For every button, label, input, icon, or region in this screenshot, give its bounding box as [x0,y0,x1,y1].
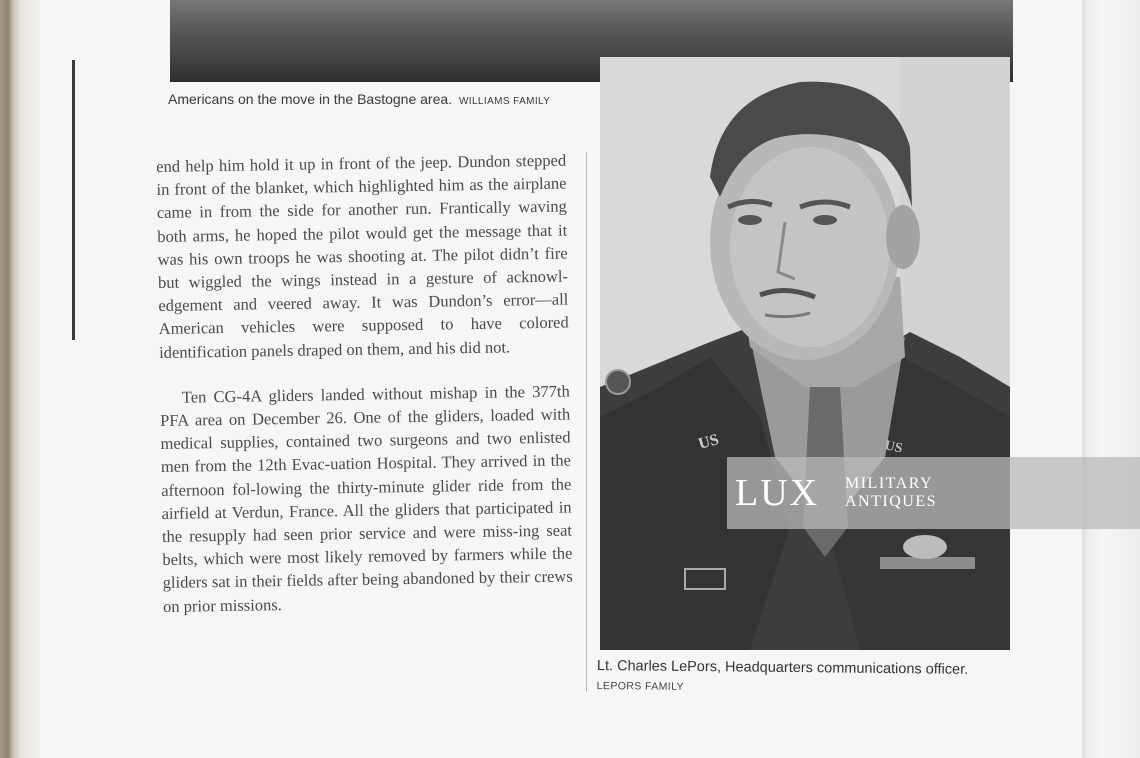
watermark-brand: LUX [735,472,820,514]
watermark-banner [727,457,1140,529]
paragraph-1: end help him hold it up in front of the jeep. Dundon stepped in front of the blanket, which highlighted him as the airplane came in from the side for another run. Frantically waving both arms, he hoped the pilot would get the message that it was his own troops he was shooting at. The pilot didn’t fire but wiggled the wings instead in a gesture of acknowl-edgement and veered away. It was Dundon’s error—all American vehicles were supposed to have colored identification panels draped on them, and his did not. [156,150,569,362]
portrait-caption-credit: LEPORS FAMILY [596,679,685,693]
top-caption-text: Americans on the move in the Bastogne area. [168,91,453,107]
binding-shadow [72,60,75,340]
article-body [156,149,573,618]
watermark-subtitle [845,475,937,511]
right-page-edge [1082,0,1140,758]
watermark-line-2: ANTIQUES [845,493,937,510]
portrait-photograph [600,57,1010,650]
book-page-edges [0,0,40,758]
paragraph-2: Ten CG-4A gliders landed without mishap in the 377th PFA area on December 26. One of the gliders, loaded with medical supplies, contained two surgeons and two enlisted men from the 12th Evac-uation Hospital. They arrived in the afternoon fol-lowing the thirty-minute glider ride from the airfield at Verdun, France. All the gliders that participated in the resupply had seen prior service and were miss-ing seat belts, which were most likely removed by farmers while the gliders sat in their fields after being abandoned by their crews on prior missions. [160,381,573,616]
portrait-caption [597,658,997,696]
portrait-caption-text: Lt. Charles LePors, Headquarters communications officer. [596,658,969,678]
top-caption-credit: WILLIAMS FAMILY [458,96,551,107]
watermark-line-1: MILITARY [845,475,934,492]
collar-insignia-left: US [696,431,721,453]
collar-insignia-right: US [883,438,904,457]
top-photo-caption [168,91,550,107]
portrait-illustration [600,57,1010,650]
column-divider [586,152,587,692]
